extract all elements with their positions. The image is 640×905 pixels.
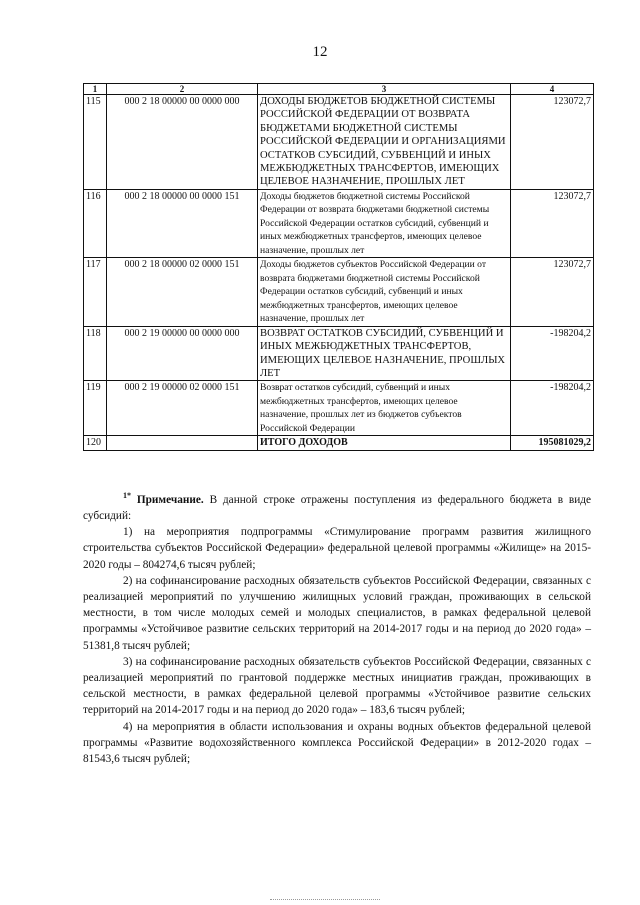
- row-number: 120: [84, 436, 107, 450]
- budget-code: 000 2 18 00000 00 0000 151: [107, 189, 258, 258]
- budget-code: 000 2 19 00000 02 0000 151: [107, 381, 258, 436]
- table-row: [84, 258, 594, 327]
- table-row: [84, 95, 594, 190]
- row-amount: -198204,2: [511, 326, 594, 381]
- row-description: Доходы бюджетов бюджетной системы Российской Федерации от возврата бюджетами бюджетной системы Российской Федерации остатков субсидий, субвенций и иных межбюджетных трансфертов, имеющих целевое назначение, прошлых лет: [258, 189, 511, 258]
- scan-artifact-line: [270, 899, 380, 901]
- column-header-2: 2: [107, 84, 258, 95]
- row-number: 115: [84, 95, 107, 190]
- row-number: 117: [84, 258, 107, 327]
- budget-code: 000 2 19 00000 00 0000 000: [107, 326, 258, 381]
- column-header-3: 3: [258, 84, 511, 95]
- budget-code: 000 2 18 00000 00 0000 000: [107, 95, 258, 190]
- total-row: [84, 436, 594, 450]
- budget-code-empty: [107, 436, 258, 450]
- page-number: 12: [312, 44, 328, 60]
- table-row: [84, 381, 594, 436]
- row-amount: 123072,7: [511, 258, 594, 327]
- note-item: 2) на софинансирование расходных обязательств субъектов Российской Федерации, связанных с реализацией мероприятий по улучшению жилищных условий граждан, проживающих в сельской местности, в том числе молодых семей и молодых специалистов, в рамках федеральной целевой программы «Устойчивое развитие сельских территорий на 2014-2017 годы и на период до 2020 года» – 51381,8 тысяч рублей;: [83, 574, 591, 652]
- row-description: ВОЗВРАТ ОСТАТКОВ СУБСИДИЙ, СУБВЕНЦИЙ И ИНЫХ МЕЖБЮДЖЕТНЫХ ТРАНСФЕРТОВ, ИМЕЮЩИХ ЦЕЛЕВОЕ НАЗНАЧЕНИЕ, ПРОШЛЫХ ЛЕТ: [258, 326, 511, 381]
- note-intro: [83, 488, 591, 524]
- row-number: 116: [84, 189, 107, 258]
- budget-code: 000 2 18 00000 02 0000 151: [107, 258, 258, 327]
- row-number: 118: [84, 326, 107, 381]
- note-item: 1) на мероприятия подпрограммы «Стимулирование программ развития жилищного строительства субъектов Российской Федерации» федеральной целевой программы «Жилище» на 2015-2020 годы – 804274,6 тысяч рублей;: [83, 526, 591, 571]
- column-header-4: 4: [511, 84, 594, 95]
- table-header-row: [84, 84, 594, 95]
- note-item: 3) на софинансирование расходных обязательств субъектов Российской Федерации, связанных с реализацией мероприятий по грантовой поддержке местных инициатив граждан, проживающих в сельской местности, в рамках федеральной целевой программы «Устойчивое развитие сельских территорий на 2014-2017 годы и на период до 2020 года» – 183,6 тысяч рублей;: [83, 655, 591, 717]
- note-intro-text: В данной строке отражены поступления из федерального бюджета в виде субсидий:: [83, 493, 592, 522]
- total-amount: 195081029,2: [511, 436, 594, 450]
- row-amount: -198204,2: [511, 381, 594, 436]
- footnote-marker: 1*: [123, 491, 131, 500]
- note-lead: Примечание.: [136, 493, 204, 506]
- table-row: [84, 326, 594, 381]
- row-description: Доходы бюджетов субъектов Российской Федерации от возврата бюджетами бюджетной системы Российской Федерации остатков субсидий, субвенций и иных межбюджетных трансфертов, имеющих целевое назначение, прошлых лет: [258, 258, 511, 327]
- row-amount: 123072,7: [511, 189, 594, 258]
- table-row: [84, 189, 594, 258]
- column-header-1: 1: [84, 84, 107, 95]
- row-description: Возврат остатков субсидий, субвенций и иных межбюджетных трансфертов, имеющих целевое назначение, прошлых лет из бюджетов субъектов Российской Федерации: [258, 381, 511, 436]
- total-label: ИТОГО ДОХОДОВ: [258, 436, 511, 450]
- row-number: 119: [84, 381, 107, 436]
- row-amount: 123072,7: [511, 95, 594, 190]
- row-description: ДОХОДЫ БЮДЖЕТОВ БЮДЖЕТНОЙ СИСТЕМЫ РОССИЙСКОЙ ФЕДЕРАЦИИ ОТ ВОЗВРАТА БЮДЖЕТАМИ БЮДЖЕТНОЙ СИСТЕМЫ РОССИЙСКОЙ ФЕДЕРАЦИИ И ОРГАНИЗАЦИЯМИ ОСТАТКОВ СУБСИДИЙ, СУБВЕНЦИЙ И ИНЫХ МЕЖБЮДЖЕТНЫХ ТРАНСФЕРТОВ, ИМЕЮЩИХ ЦЕЛЕВОЕ НАЗНАЧЕНИЕ, ПРОШЛЫХ ЛЕТ: [258, 95, 511, 190]
- revenue-table: [83, 83, 594, 451]
- note-section: [83, 488, 591, 767]
- note-item: 4) на мероприятия в области использования и охраны водных объектов федеральной целевой программы «Развитие водохозяйственного комплекса Российской Федерации» в 2012-2020 годах – 81543,6 тысяч рублей;: [83, 720, 591, 766]
